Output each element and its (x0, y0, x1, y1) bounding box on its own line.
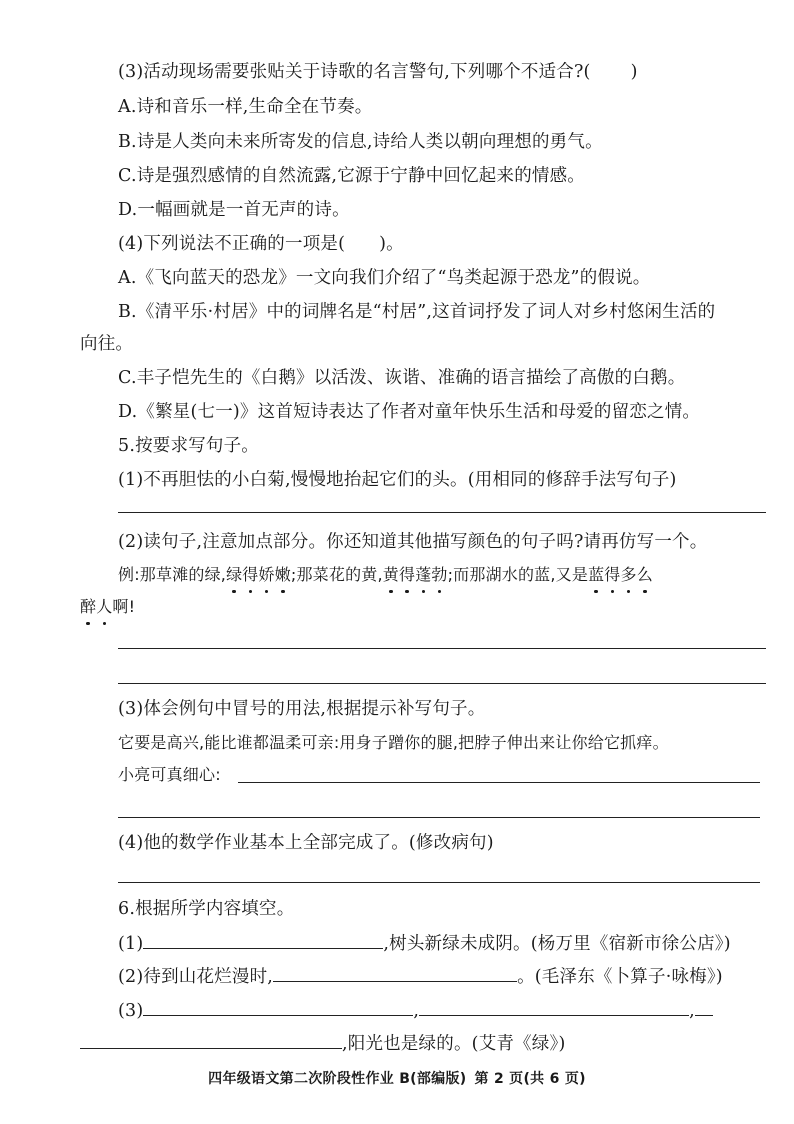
emphasis-char: 醉 (80, 595, 96, 619)
fill-blank[interactable] (143, 930, 383, 949)
question-5-4: (4)他的数学作业基本上全部完成了。(修改病句) (118, 833, 494, 853)
emphasized-phrase (383, 565, 448, 584)
emphasis-char: 得 (604, 563, 620, 587)
emphasis-char: 得 (242, 563, 258, 587)
question-5-title: 5.按要求写句子。 (118, 436, 259, 456)
question-4-4-stem: (4)下列说法不正确的一项是( )。 (118, 234, 404, 254)
fill-item-3-continued: ,阳光也是绿的。(艾青《绿》) (80, 1030, 565, 1056)
answer-line[interactable] (238, 782, 760, 783)
answer-line[interactable] (118, 648, 766, 649)
emphasis-char: 得 (399, 563, 415, 587)
fill-blank[interactable] (273, 963, 517, 982)
colon-prompt: 小亮可真细心: (118, 765, 221, 784)
example-sentence: 例:那草滩的绿,绿得娇嫩;那菜花的黄,黄得蓬勃;而那湖水的蓝,又是蓝得多么 (118, 563, 653, 587)
fill-item-1: (1) ,树头新绿未成阴。(杨万里《宿新市徐公店》) (118, 930, 731, 956)
answer-line[interactable] (118, 683, 766, 684)
emphasis-char: 么 (637, 563, 653, 587)
colon-example: 它要是高兴,能比谁都温柔可亲:用身子蹭你的腿,把脖子伸出来让你给它抓痒。 (118, 733, 669, 752)
page-number: 第 2 页(共 6 页) (474, 1071, 586, 1087)
option-d: D.《繁星(七一)》这首短诗表达了作者对童年快乐生活和母爱的留恋之情。 (118, 402, 701, 422)
emphasis-char: 蓬 (415, 563, 431, 587)
emphasis-char: 人 (96, 595, 112, 619)
fill-blank[interactable] (80, 1030, 342, 1049)
option-b-continued: 向往。 (80, 334, 134, 354)
question-5-3: (3)体会例句中冒号的用法,根据提示补写句子。 (118, 699, 486, 719)
emphasis-char: 蓝 (588, 563, 604, 587)
option-d: D.一幅画就是一首无声的诗。 (118, 200, 350, 220)
emphasis-char: 黄 (383, 563, 399, 587)
answer-line[interactable] (118, 882, 760, 883)
question-4-3-stem: (3)活动现场需要张贴关于诗歌的名言警句,下列哪个不适合?( ) (118, 62, 638, 82)
fill-blank[interactable] (419, 997, 689, 1016)
emphasized-phrase (588, 565, 653, 584)
question-5-1: (1)不再胆怯的小白菊,慢慢地抬起它们的头。(用相同的修辞手法写句子) (118, 470, 677, 490)
emphasized-phrase (80, 597, 112, 616)
question-5-2: (2)读句子,注意加点部分。你还知道其他描写颜色的句子吗?请再仿写一个。 (118, 532, 708, 552)
emphasis-char: 勃 (431, 563, 447, 587)
emphasized-phrase (226, 565, 291, 584)
footer-title: 四年级语文第二次阶段性作业 B(部编版) (208, 1071, 467, 1087)
fill-blank[interactable] (143, 997, 413, 1016)
emphasis-char: 多 (620, 563, 636, 587)
option-a: A.《飞向蓝天的恐龙》一文向我们介绍了“鸟类起源于恐龙”的假说。 (118, 268, 651, 288)
emphasis-char: 娇 (258, 563, 274, 587)
fill-item-2: (2)待到山花烂漫时, 。(毛泽东《卜算子·咏梅》) (118, 963, 723, 989)
option-b: B.《清平乐·村居》中的词牌名是“村居”,这首词抒发了词人对乡村悠闲生活的 (118, 302, 716, 322)
option-b: B.诗是人类向未来所寄发的信息,诗给人类以朝向理想的勇气。 (118, 132, 603, 152)
fill-item-3: (3) , , (118, 997, 713, 1023)
option-c: C.诗是强烈感情的自然流露,它源于宁静中回忆起来的情感。 (118, 166, 585, 186)
emphasis-char: 绿 (226, 563, 242, 587)
answer-line[interactable] (118, 512, 766, 513)
emphasis-char: 嫩 (275, 563, 291, 587)
page-footer (0, 1068, 794, 1088)
question-6-title: 6.根据所学内容填空。 (118, 899, 295, 919)
example-sentence-continued: 醉人啊! (80, 595, 135, 619)
answer-line[interactable] (118, 817, 760, 818)
fill-blank[interactable] (695, 997, 713, 1016)
option-a: A.诗和音乐一样,生命全在节奏。 (118, 97, 373, 117)
option-c: C.丰子恺先生的《白鹅》以活泼、诙谐、准确的语言描绘了高傲的白鹅。 (118, 368, 686, 388)
